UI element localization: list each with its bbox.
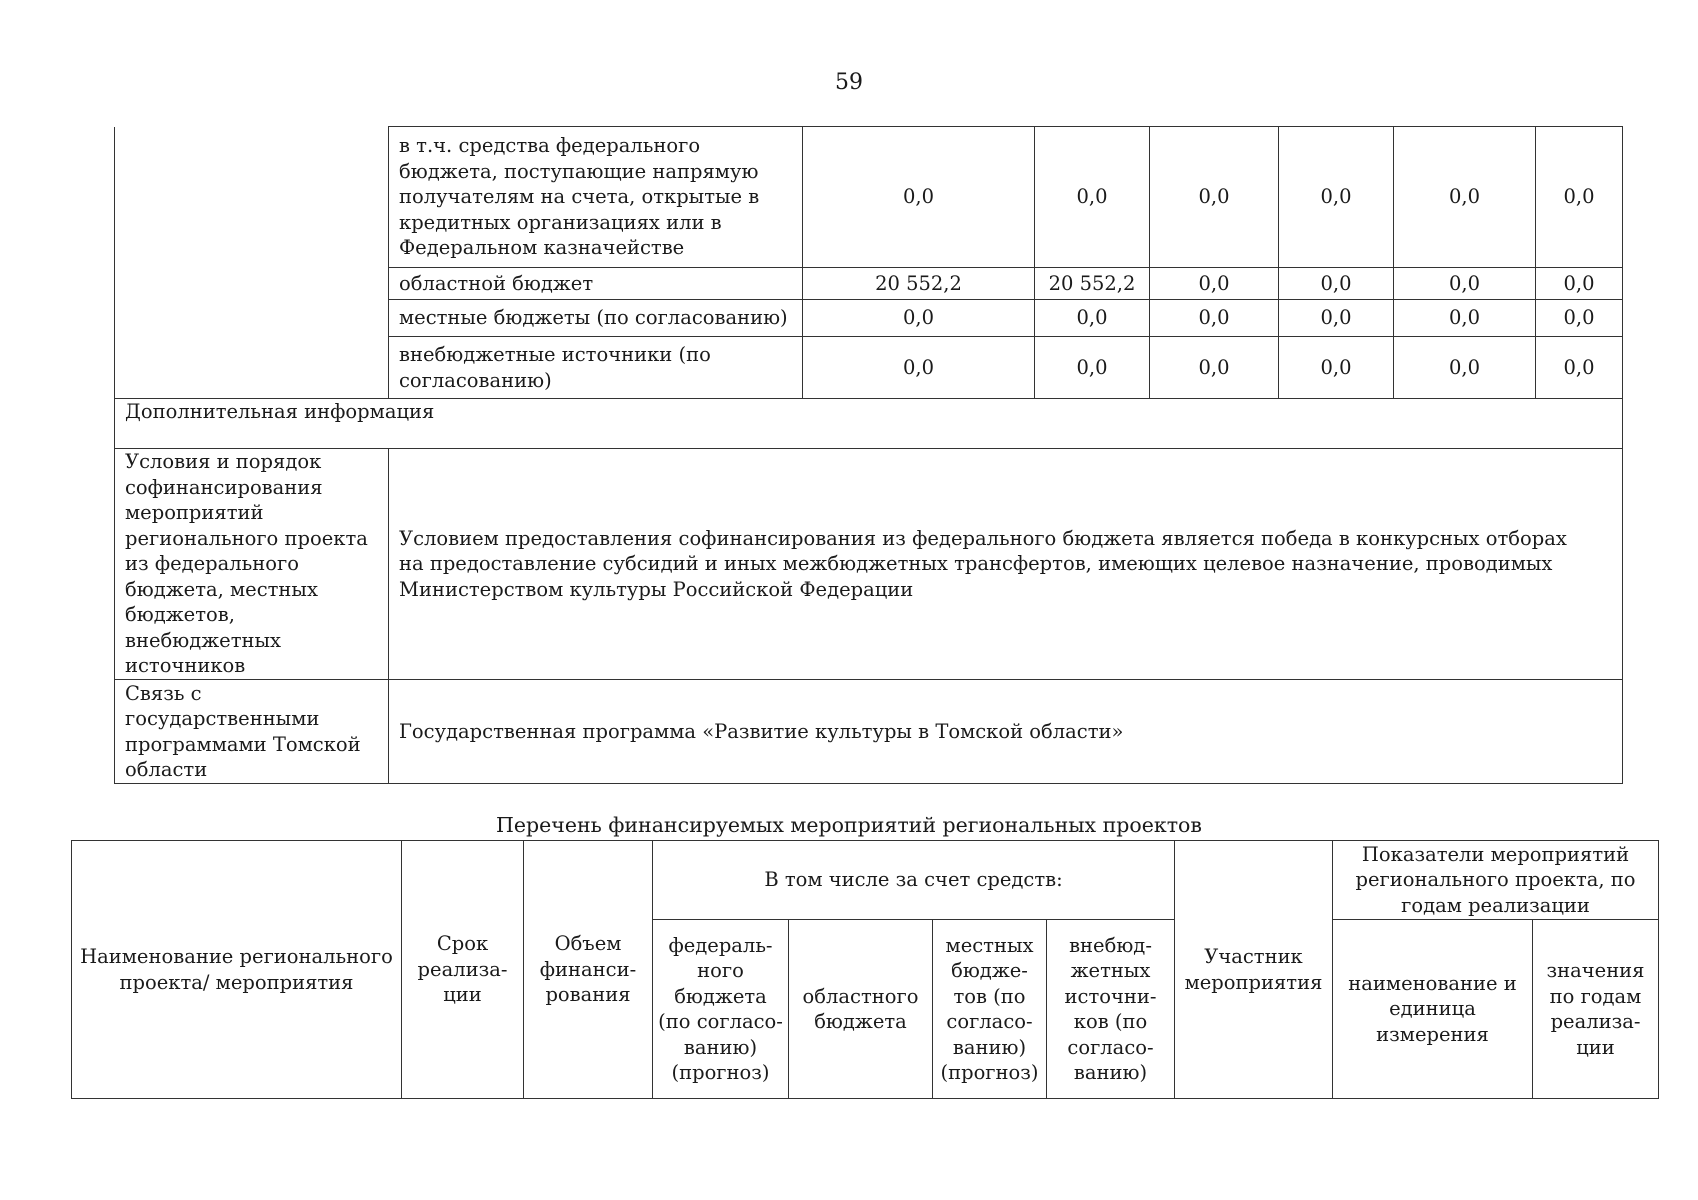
source-label: областной бюджет: [389, 268, 803, 300]
header-volume: Объем финанси-рования: [524, 841, 653, 1099]
cofinancing-text: [389, 449, 1623, 680]
header-extrabudget: внебюд-жетных источни-ков (по согласо-ванию): [1047, 920, 1175, 1099]
cofinancing-text-line: Условием предоставления софинансирования из федерального бюджета является победа в конкурсных отборах: [399, 526, 1567, 550]
programs-row: [115, 680, 1623, 784]
cofinancing-label: Условия и порядок софинансирования мероприятий регионального проекта из федерального бюджета, местных бюджетов, внебюджетных источников: [115, 449, 389, 680]
value-cell: 0,0: [1279, 268, 1394, 300]
header-term: Срок реализа-ции: [402, 841, 524, 1099]
value-cell: 0,0: [1394, 300, 1536, 337]
programs-text: Государственная программа «Развитие культуры в Томской области»: [389, 680, 1623, 784]
value-cell: 0,0: [803, 300, 1035, 337]
value-cell: 0,0: [1394, 127, 1536, 268]
value-cell: 0,0: [1394, 337, 1536, 399]
value-cell: 0,0: [1279, 337, 1394, 399]
empty-cell: [115, 127, 389, 399]
value-cell: 0,0: [1279, 127, 1394, 268]
header-participant: Участник мероприятия: [1175, 841, 1333, 1099]
value-cell: 0,0: [1150, 268, 1279, 300]
header-indicator-name: наименование и единица измерения: [1333, 920, 1533, 1099]
cofinancing-text-line: на предоставление субсидий и иных межбюджетных трансфертов, имеющих целевое назначение, проводимых Министерством культуры Российской Федерации: [399, 552, 1553, 601]
value-cell: 0,0: [1394, 268, 1536, 300]
value-cell: 0,0: [803, 337, 1035, 399]
activities-caption: Перечень финансируемых мероприятий региональных проектов: [496, 813, 1202, 837]
value-cell: 0,0: [1536, 300, 1623, 337]
additional-info-heading: Дополнительная информация: [115, 399, 1623, 449]
header-indicators-group: Показатели мероприятий регионального проекта, по годам реализации: [1333, 841, 1659, 920]
header-regional: областного бюджета: [789, 920, 933, 1099]
cofinancing-row: [115, 449, 1623, 680]
value-cell: 0,0: [1150, 300, 1279, 337]
value-cell: 0,0: [1035, 300, 1150, 337]
header-local: местных бюдже-тов (по согласо-ванию) (прогноз): [933, 920, 1047, 1099]
value-cell: 0,0: [1536, 127, 1623, 268]
header-sources-group: В том числе за счет средств:: [653, 841, 1175, 920]
value-cell: 0,0: [1035, 127, 1150, 268]
header-name: Наименование регионального проекта/ мероприятия: [72, 841, 402, 1099]
value-cell: 20 552,2: [1035, 268, 1150, 300]
source-label: в т.ч. средства федерального бюджета, поступающие напрямую получателям на счета, открытые в кредитных организациях или в Федеральном казначействе: [389, 127, 803, 268]
value-cell: 0,0: [1150, 337, 1279, 399]
value-cell: 0,0: [1536, 337, 1623, 399]
source-label: местные бюджеты (по согласованию): [389, 300, 803, 337]
header-indicator-values: значения по годам реализа-ции: [1533, 920, 1659, 1099]
programs-label: Связь с государственными программами Томской области: [115, 680, 389, 784]
value-cell: 0,0: [1279, 300, 1394, 337]
value-cell: 0,0: [803, 127, 1035, 268]
header-federal: федераль-ного бюджета (по согласо-ванию) (прогноз): [653, 920, 789, 1099]
activities-table: [71, 840, 1659, 1099]
funding-table: [114, 126, 1623, 784]
value-cell: 0,0: [1536, 268, 1623, 300]
value-cell: 0,0: [1150, 127, 1279, 268]
page-number: 59: [835, 70, 863, 95]
additional-info-row: [115, 399, 1623, 449]
source-label: внебюджетные источники (по согласованию): [389, 337, 803, 399]
funding-row: [115, 127, 1623, 268]
value-cell: 20 552,2: [803, 268, 1035, 300]
value-cell: 0,0: [1035, 337, 1150, 399]
header-row: [72, 841, 1659, 920]
